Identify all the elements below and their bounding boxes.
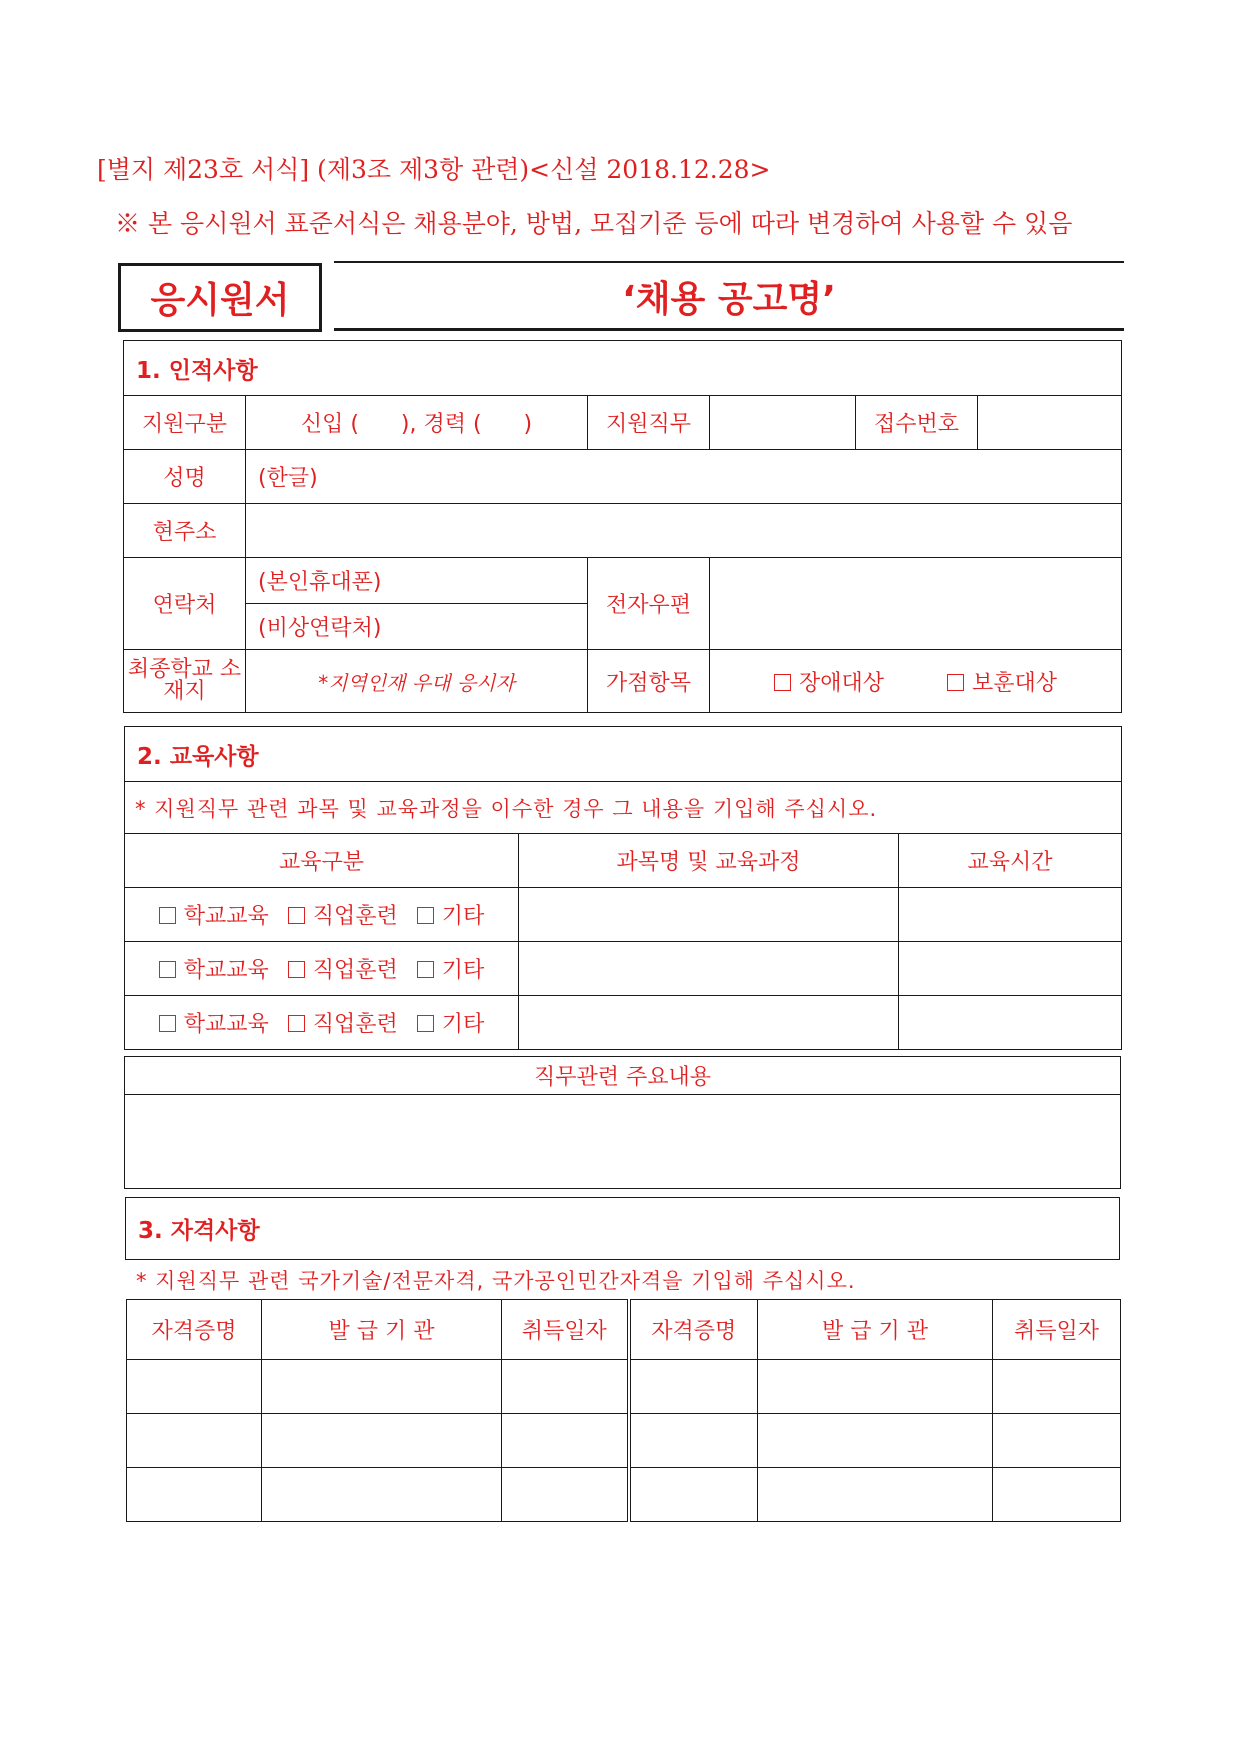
checkbox-icon[interactable] [417,1015,434,1032]
form-reference-line: [별지 제23호 서식] (제3조 제3항 관련)<신설 2018.12.28> [97,155,771,184]
bonus-option-veteran-label: 보훈대상 [972,670,1058,696]
certification-note: * 지원직무 관련 국가기술/전문자격, 국가공인민간자격을 기입해 주십시오. [136,1269,856,1293]
checkbox-icon[interactable] [417,961,434,978]
education-note: * 지원직무 관련 과목 및 교육과정을 이수한 경우 그 내용을 기입해 주십시오. [125,782,1122,834]
job-label: 지원직무 [588,396,710,450]
cert-name-field[interactable] [127,1468,262,1522]
form-usage-note: ※ 본 응시원서 표준서식은 채용분야, 방법, 모집기준 등에 따라 변경하여 사용할 수 있음 [115,209,1073,238]
checkbox-icon[interactable] [159,1015,176,1032]
cert-name-field[interactable] [629,1360,758,1414]
table-row [125,888,1122,942]
address-label: 현주소 [124,504,246,558]
job-details-field[interactable] [125,1095,1121,1189]
apply-type-label: 지원구분 [124,396,246,450]
option-label: 학교교육 [183,904,269,929]
job-details-label: 직무관련 주요내용 [125,1057,1121,1095]
section3-heading: 3. 자격사항 [126,1198,1120,1260]
bonus-option-disability[interactable] [774,671,884,696]
form-title: 응시원서 [118,263,322,332]
bonus-options [710,650,1122,713]
cert-name-header: 자격증명 [127,1300,262,1360]
bonus-label: 가점항목 [588,650,710,713]
section3-heading-box [125,1197,1120,1260]
cert-issuer-field[interactable] [758,1468,993,1522]
cert-name-field[interactable] [127,1360,262,1414]
address-field[interactable] [246,504,1122,558]
emergency-contact-field[interactable]: (비상연락처) [246,604,588,650]
announcement-top-rule [334,261,1124,263]
email-field[interactable] [710,558,1122,650]
receipt-number-field[interactable] [978,396,1122,450]
personal-info-table [123,340,1122,713]
option-label: 직업훈련 [312,958,398,983]
option-label: 학교교육 [183,1012,269,1037]
cert-date-field[interactable] [502,1468,629,1522]
name-field[interactable]: (한글) [246,450,1122,504]
cert-issuer-header: 발 급 기 관 [758,1300,993,1360]
checkbox-icon[interactable] [417,907,434,924]
mobile-phone-field[interactable]: (본인휴대폰) [246,558,588,604]
cert-name-header: 자격증명 [629,1300,758,1360]
option-label: 기타 [441,1012,485,1037]
option-label: 직업훈련 [312,1012,398,1037]
cert-issuer-field[interactable] [262,1414,502,1468]
cert-issuer-field[interactable] [758,1414,993,1468]
course-name-field[interactable] [519,996,899,1050]
table-row [127,1414,1121,1468]
announcement-title: ‘채용 공고명’ [622,278,836,320]
checkbox-icon[interactable] [288,1015,305,1032]
checkbox-icon[interactable] [774,674,791,691]
email-label: 전자우편 [588,558,710,650]
cert-name-field[interactable] [629,1468,758,1522]
section1-heading: 1. 인적사항 [124,341,1122,396]
announcement-bottom-rule [334,328,1124,331]
cert-issuer-field[interactable] [262,1360,502,1414]
checkbox-icon[interactable] [159,907,176,924]
school-location-label: 최종학교 소재지 [124,650,246,713]
section2-heading: 2. 교육사항 [125,727,1122,782]
cert-date-header: 취득일자 [502,1300,629,1360]
job-field[interactable] [710,396,856,450]
school-location-field[interactable]: *지역인재 우대 응시자 [246,650,588,713]
apply-type-field[interactable]: 신입 ( ), 경력 ( ) [246,396,588,450]
course-name-header: 과목명 및 교육과정 [519,834,899,888]
course-name-field[interactable] [519,942,899,996]
education-hours-header: 교육시간 [899,834,1122,888]
education-hours-field[interactable] [899,996,1122,1050]
name-label: 성명 [124,450,246,504]
checkbox-icon[interactable] [159,961,176,978]
option-label: 직업훈련 [312,904,398,929]
checkbox-icon[interactable] [288,961,305,978]
cert-issuer-header: 발 급 기 관 [262,1300,502,1360]
contact-label: 연락처 [124,558,246,650]
cert-date-field[interactable] [502,1360,629,1414]
cert-issuer-field[interactable] [758,1360,993,1414]
cert-date-header: 취득일자 [993,1300,1121,1360]
cert-date-field[interactable] [993,1360,1121,1414]
table-row [127,1360,1121,1414]
cert-name-field[interactable] [127,1414,262,1468]
option-label: 학교교육 [183,958,269,983]
job-details-table [124,1056,1121,1189]
course-name-field[interactable] [519,888,899,942]
checkbox-icon[interactable] [947,674,964,691]
education-type-header: 교육구분 [125,834,519,888]
table-row [125,996,1122,1050]
option-label: 기타 [441,958,485,983]
education-type-options [125,942,519,996]
cert-date-field[interactable] [993,1414,1121,1468]
education-hours-field[interactable] [899,942,1122,996]
option-label: 기타 [441,904,485,929]
education-table [124,726,1122,1050]
receipt-number-label: 접수번호 [856,396,978,450]
education-type-options [125,888,519,942]
education-hours-field[interactable] [899,888,1122,942]
cert-name-field[interactable] [629,1414,758,1468]
certification-table [126,1299,1121,1522]
cert-issuer-field[interactable] [262,1468,502,1522]
bonus-option-veteran[interactable] [947,671,1057,696]
table-row [127,1468,1121,1522]
checkbox-icon[interactable] [288,907,305,924]
bonus-option-disability-label: 장애대상 [799,670,885,696]
education-type-options [125,996,519,1050]
cert-date-field[interactable] [502,1414,629,1468]
cert-date-field[interactable] [993,1468,1121,1522]
table-row [125,942,1122,996]
